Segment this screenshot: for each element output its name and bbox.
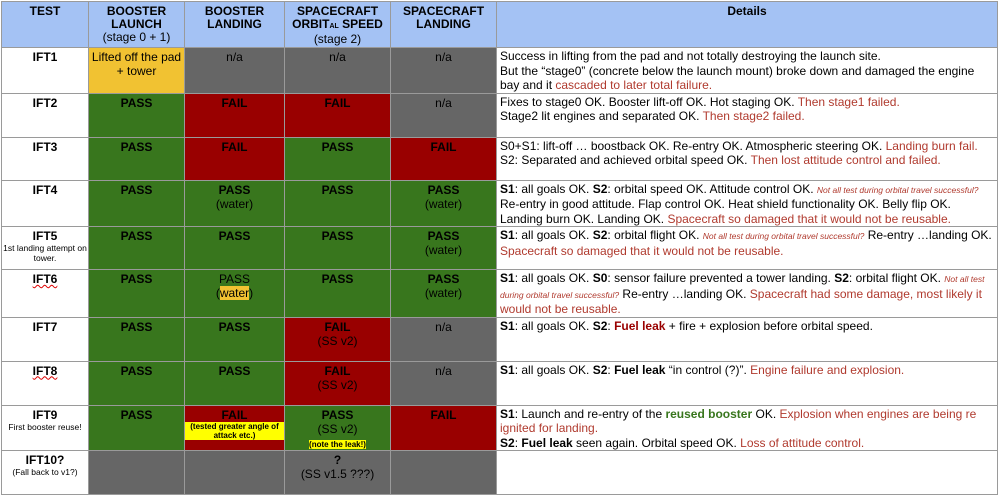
test-id: IFT1 — [32, 50, 58, 64]
status-sub: (water) — [424, 243, 463, 257]
details-question: Not all test during orbital travel successful? — [816, 184, 979, 195]
details-text: : all goals OK. — [514, 318, 593, 333]
header-orbital-sub: (stage 2) — [313, 32, 362, 46]
spacecraft-landing-cell — [391, 270, 497, 318]
stage-label: S1 — [500, 318, 515, 333]
test-note: 1st landing attempt on tower. — [3, 243, 87, 263]
status-sub-highlight: water — [219, 286, 250, 300]
status-text: PASS — [321, 139, 354, 154]
details-text: : Launch and re-entry of the — [514, 406, 666, 421]
header-spacecraft-landing: SPACECRAFT LANDING — [391, 2, 497, 48]
details-text: Stage2 lit engines and separated OK. — [500, 109, 703, 123]
test-id: IFT3 — [32, 139, 58, 154]
details-text: + fire + explosion before orbital speed. — [665, 318, 873, 333]
booster-launch-cell — [89, 451, 185, 495]
status-text: PASS — [218, 319, 251, 334]
details-text: Re-entry …landing OK. — [864, 228, 992, 242]
orbital-speed-cell — [285, 227, 391, 270]
details-text: : sensor failure prevented a tower landing. — [607, 271, 835, 285]
fuel-leak-label: Fuel leak — [614, 362, 666, 377]
stage-label: S2 — [834, 271, 849, 285]
booster-launch-cell: Lifted off the pad + tower — [89, 48, 185, 94]
status-text: FAIL — [430, 139, 457, 154]
status-text: FAIL — [221, 407, 248, 422]
status-text: FAIL — [430, 407, 457, 422]
status-sub: (SS v2) — [317, 333, 358, 348]
fuel-leak-label: Fuel leak — [521, 435, 573, 450]
status-text: FAIL — [324, 95, 351, 110]
status-text: PASS — [120, 229, 153, 243]
booster-landing-cell — [185, 317, 285, 361]
details-text: : orbital flight OK. — [848, 271, 945, 285]
test-id: IFT2 — [32, 95, 58, 110]
header-booster-launch-sub: (stage 0 + 1) — [102, 30, 171, 44]
spacecraft-landing-cell — [391, 405, 497, 451]
booster-landing-cell — [185, 180, 285, 227]
test-label — [2, 317, 89, 361]
status-sub: (water) — [424, 196, 463, 211]
status-text: PASS — [120, 139, 153, 154]
header-booster-landing: BOOSTER LANDING — [185, 2, 285, 48]
status-text: PASS — [120, 272, 153, 286]
orbital-speed-cell — [285, 361, 391, 405]
details-text: : — [607, 318, 615, 333]
details-text: : orbital flight OK. — [607, 228, 703, 242]
details-cell — [497, 451, 998, 495]
header-orbital-part-b: SPEED — [338, 17, 383, 31]
booster-launch-cell — [89, 180, 185, 227]
details-cell — [497, 361, 998, 405]
details-failure-text: Spacecraft so damaged that it would not be reusable. — [667, 211, 951, 226]
details-cell — [497, 93, 998, 137]
booster-launch-cell — [89, 405, 185, 451]
details-text: But the “stage0” (concrete below the launch mount) broke down and damaged the engine bay and it — [500, 63, 975, 92]
header-details: Details — [497, 2, 998, 48]
table-row — [2, 137, 998, 180]
orbital-speed-cell — [285, 317, 391, 361]
test-label — [2, 451, 89, 495]
details-text: Re-entry in good attitude. Flap control OK. Heat shield functionality OK. Belly flip OK. Landing burn OK. Landing OK. — [500, 197, 951, 226]
booster-landing-cell — [185, 137, 285, 180]
spacecraft-landing-cell: n/a — [391, 93, 497, 137]
test-label — [2, 361, 89, 405]
details-failure-text: Then stage1 failed. — [797, 94, 900, 109]
stage-label: S2 — [500, 435, 515, 450]
status-sub: (water) — [424, 286, 463, 300]
status-text: PASS — [120, 319, 153, 334]
details-text: S0+S1: lift-off … boostback OK. Re-entry OK. Atmospheric steering OK. — [500, 138, 886, 153]
test-note: (Fall back to v1?) — [12, 467, 78, 477]
details-cell — [497, 137, 998, 180]
details-question: Not all test during orbital travel successful? — [702, 231, 865, 241]
details-failure-text: Engine failure and explosion. — [750, 362, 905, 377]
flight-test-table — [1, 1, 998, 495]
booster-landing-cell — [185, 405, 285, 451]
status-text: PASS — [427, 272, 460, 286]
table-row — [2, 227, 998, 270]
status-sub: (water) — [215, 196, 254, 211]
stage-label: S0 — [592, 271, 608, 285]
details-failure-text: Then lost attitude control and failed. — [750, 153, 941, 167]
status-sub: (SS v2) — [317, 421, 358, 436]
header-orbital-small: AL — [329, 23, 339, 30]
details-failure-text: Spacecraft so damaged that it would not be reusable. — [500, 243, 784, 258]
stage-label: S2 — [592, 181, 608, 196]
details-cell — [497, 405, 998, 451]
status-text: PASS — [218, 363, 251, 378]
spacecraft-landing-cell: n/a — [391, 317, 497, 361]
details-failure-text: Then stage2 failed. — [702, 109, 805, 123]
details-failure-text: Loss of attitude control. — [740, 435, 865, 450]
table-row — [2, 451, 998, 495]
header-spacecraft-orbital-speed — [285, 2, 391, 48]
details-cell — [497, 180, 998, 227]
details-cell — [497, 227, 998, 270]
test-label — [2, 93, 89, 137]
details-text: : all goals OK. — [514, 271, 593, 285]
test-note: First booster reuse! — [8, 421, 82, 432]
details-failure-text: cascaded to later total failure. — [555, 78, 713, 92]
booster-launch-cell — [89, 317, 185, 361]
details-text: “in control (?)”. — [665, 362, 751, 377]
orbital-speed-cell — [285, 180, 391, 227]
test-label — [2, 227, 89, 270]
test-id: IFT8 — [32, 363, 58, 378]
booster-landing-cell: PASS (water) — [185, 270, 285, 318]
details-text: : — [607, 362, 615, 377]
orbital-speed-cell — [285, 93, 391, 137]
stage-label: S1 — [500, 406, 515, 421]
orbital-speed-cell — [285, 137, 391, 180]
details-text: Re-entry …landing OK. — [619, 286, 750, 301]
status-text: PASS — [321, 272, 354, 286]
spacecraft-landing-cell: n/a — [391, 361, 497, 405]
test-id: IFT10? — [25, 453, 65, 467]
table-row — [2, 180, 998, 227]
status-note-highlight: (note the leak!) — [309, 439, 366, 449]
header-test: TEST — [2, 2, 89, 48]
status-text: PASS — [218, 272, 251, 286]
header-booster-launch — [89, 2, 185, 48]
details-failure-text: Explosion when engines are being re ignited for landing. — [500, 406, 977, 435]
stage-label: S2 — [592, 362, 608, 377]
booster-landing-cell — [185, 361, 285, 405]
test-id: IFT5 — [32, 229, 58, 243]
status-text: ? — [333, 453, 342, 467]
test-id: IFT4 — [32, 182, 58, 197]
test-label — [2, 48, 89, 94]
booster-landing-cell: n/a — [185, 48, 285, 94]
table-row — [2, 405, 998, 451]
header-orbital-part-a: SPACECRAFT ORBIT — [292, 4, 379, 31]
spacecraft-landing-cell — [391, 180, 497, 227]
booster-launch-cell — [89, 270, 185, 318]
status-text: PASS — [120, 407, 153, 422]
table-row — [2, 93, 998, 137]
details-cell — [497, 270, 998, 318]
booster-launch-cell — [89, 361, 185, 405]
table-row — [2, 270, 998, 318]
details-text: Success in lifting from the pad and not totally destroying the launch site. — [500, 49, 881, 63]
details-cell — [497, 317, 998, 361]
stage-label: S1 — [500, 271, 515, 285]
table-row — [2, 48, 998, 94]
spacecraft-landing-cell: n/a — [391, 48, 497, 94]
status-text: PASS — [427, 182, 460, 197]
status-text: FAIL — [324, 319, 351, 334]
booster-landing-cell — [185, 451, 285, 495]
status-text: PASS — [321, 182, 354, 197]
stage-label: S1 — [500, 362, 515, 377]
orbital-speed-cell — [285, 270, 391, 318]
details-text: : orbital speed OK. Attitude control OK. — [607, 181, 817, 196]
orbital-speed-cell — [285, 405, 391, 451]
details-text: Fixes to stage0 OK. Booster lift-off OK. Hot staging OK. — [500, 94, 798, 109]
status-text: PASS — [218, 182, 251, 197]
test-id: IFT9 — [32, 407, 58, 422]
stage-label: S2 — [592, 318, 608, 333]
test-label — [2, 180, 89, 227]
status-sub: (SS v2) — [317, 377, 358, 392]
orbital-speed-cell — [285, 451, 391, 495]
table-row — [2, 317, 998, 361]
spacecraft-landing-cell — [391, 227, 497, 270]
status-text: FAIL — [324, 363, 351, 378]
details-text: S2: Separated and achieved orbital speed OK. — [500, 153, 751, 167]
test-label — [2, 405, 89, 451]
booster-landing-cell — [185, 227, 285, 270]
status-sub: (SS v1.5 ???) — [300, 467, 375, 481]
status-text: PASS — [120, 182, 153, 197]
booster-launch-cell — [89, 93, 185, 137]
details-text: : all goals OK. — [514, 228, 593, 242]
status-text: FAIL — [221, 95, 248, 110]
status-text: FAIL — [221, 139, 248, 154]
details-text: seen again. Orbital speed OK. — [572, 435, 741, 450]
stage-label: S1 — [500, 181, 515, 196]
test-label — [2, 137, 89, 180]
spacecraft-landing-cell — [391, 451, 497, 495]
test-label — [2, 270, 89, 318]
status-text: PASS — [120, 95, 153, 110]
orbital-speed-cell: n/a — [285, 48, 391, 94]
details-text: OK. — [752, 406, 780, 421]
status-note-highlight: (tested greater angle of attack etc.) — [185, 422, 284, 440]
header-row — [2, 2, 998, 48]
details-text: : all goals OK. — [514, 181, 593, 196]
stage-label: S2 — [592, 228, 608, 242]
status-text: PASS — [427, 229, 460, 243]
status-text: PASS — [120, 363, 153, 378]
spacecraft-landing-cell — [391, 137, 497, 180]
booster-launch-cell — [89, 137, 185, 180]
booster-launch-cell — [89, 227, 185, 270]
header-booster-launch-title: BOOSTER LAUNCH — [106, 4, 167, 31]
fuel-leak-label: Fuel leak — [614, 318, 666, 333]
details-failure-text: Spacecraft had some damage, most likely it would not be reusable. — [500, 286, 982, 316]
status-text: PASS — [321, 229, 354, 243]
test-id: IFT6 — [32, 272, 58, 286]
booster-landing-cell — [185, 93, 285, 137]
status-text: PASS — [321, 407, 354, 422]
details-text: : all goals OK. — [514, 362, 593, 377]
details-text: : — [514, 435, 522, 450]
table-row — [2, 361, 998, 405]
details-failure-text: Landing burn fail. — [885, 138, 978, 153]
details-question: Not all test during orbital travel successful? — [500, 274, 985, 300]
reused-booster-label: reused booster — [665, 406, 753, 421]
status-text: PASS — [218, 229, 251, 243]
test-id: IFT7 — [32, 319, 58, 334]
details-cell — [497, 48, 998, 94]
stage-label: S1 — [500, 228, 515, 242]
